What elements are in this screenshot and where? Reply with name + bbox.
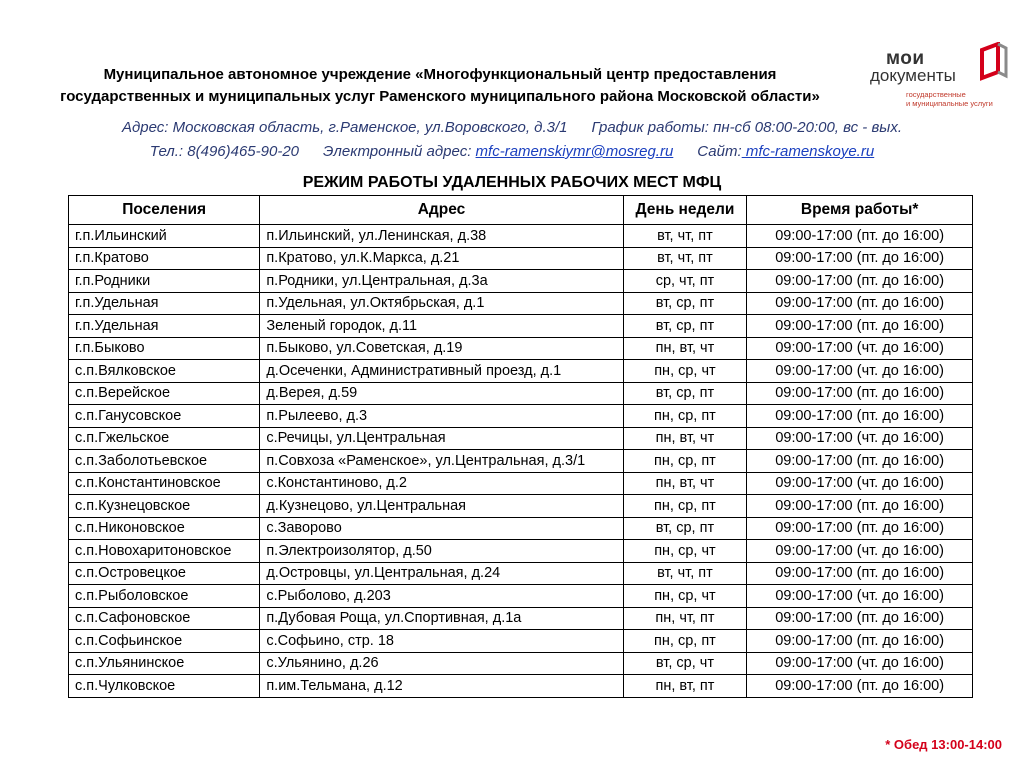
address-cell: д.Кузнецово, ул.Центральная	[260, 495, 623, 518]
weekday-cell: вт, ср, пт	[623, 292, 747, 315]
hours-cell: 09:00-17:00 (пт. до 16:00)	[747, 562, 973, 585]
hours-cell: 09:00-17:00 (пт. до 16:00)	[747, 517, 973, 540]
hours-cell: 09:00-17:00 (чт. до 16:00)	[747, 337, 973, 360]
address-cell: Зеленый городок, д.11	[260, 315, 623, 338]
hours-cell: 09:00-17:00 (пт. до 16:00)	[747, 405, 973, 428]
address-cell: с.Константиново, д.2	[260, 472, 623, 495]
address-cell: п.Рылеево, д.3	[260, 405, 623, 428]
weekday-cell: вт, ср, чт	[623, 652, 747, 675]
settlement-cell: с.п.Вялковское	[69, 360, 260, 383]
address-cell: п.Родники, ул.Центральная, д.3а	[260, 270, 623, 293]
hours-cell: 09:00-17:00 (пт. до 16:00)	[747, 675, 973, 698]
weekday-cell: пн, чт, пт	[623, 607, 747, 630]
settlement-cell: г.п.Удельная	[69, 315, 260, 338]
weekday-cell: пн, ср, пт	[623, 630, 747, 653]
table-row	[69, 675, 973, 698]
table-row	[69, 540, 973, 563]
table-row	[69, 382, 973, 405]
weekday-cell: вт, ср, пт	[623, 517, 747, 540]
logo-emblem-icon	[976, 42, 1010, 82]
settlement-cell: с.п.Ганусовское	[69, 405, 260, 428]
address-cell: п.Совхоза «Раменское», ул.Центральная, д.3/1	[260, 450, 623, 473]
hours-cell: 09:00-17:00 (пт. до 16:00)	[747, 495, 973, 518]
weekday-cell: пн, ср, чт	[623, 540, 747, 563]
hours-cell: 09:00-17:00 (чт. до 16:00)	[747, 540, 973, 563]
table-header-row	[69, 196, 973, 225]
weekday-cell: пн, ср, пт	[623, 450, 747, 473]
address-cell: п.Кратово, ул.К.Маркса, д.21	[260, 247, 623, 270]
settlement-cell: г.п.Быково	[69, 337, 260, 360]
address-cell: д.Верея, д.59	[260, 382, 623, 405]
hours-cell: 09:00-17:00 (пт. до 16:00)	[747, 315, 973, 338]
hours-cell: 09:00-17:00 (пт. до 16:00)	[747, 607, 973, 630]
site-link[interactable]: mfc-ramenskoye.ru	[741, 143, 875, 160]
address-cell: п.Электроизолятор, д.50	[260, 540, 623, 563]
schedule-text: График работы: пн-сб 08:00-20:00, вс - вых.	[591, 119, 903, 136]
weekday-cell: вт, ср, пт	[623, 382, 747, 405]
logo-sub-1: государственные	[906, 90, 966, 99]
hours-cell: 09:00-17:00 (пт. до 16:00)	[747, 270, 973, 293]
hours-cell: 09:00-17:00 (чт. до 16:00)	[747, 472, 973, 495]
table-row	[69, 607, 973, 630]
organization-name	[40, 64, 840, 108]
weekday-cell: пн, ср, пт	[623, 495, 747, 518]
settlement-cell: с.п.Гжельское	[69, 427, 260, 450]
hours-cell: 09:00-17:00 (пт. до 16:00)	[747, 225, 973, 248]
settlement-cell: с.п.Софьинское	[69, 630, 260, 653]
table-row	[69, 337, 973, 360]
contacts-line-1	[0, 119, 1024, 136]
address-cell: с.Рыболово, д.203	[260, 585, 623, 608]
email-link[interactable]: mfc-ramenskiymr@mosreg.ru	[475, 143, 674, 160]
settlement-cell: г.п.Кратово	[69, 247, 260, 270]
settlement-cell: с.п.Островецкое	[69, 562, 260, 585]
address-cell: п.Дубовая Роща, ул.Спортивная, д.1а	[260, 607, 623, 630]
header-address: Адрес	[260, 196, 623, 225]
settlement-cell: г.п.Родники	[69, 270, 260, 293]
table-row	[69, 630, 973, 653]
weekday-cell: пн, вт, чт	[623, 427, 747, 450]
contacts-line-2	[0, 143, 1024, 160]
logo-word-2: документы	[870, 66, 956, 85]
weekday-cell: вт, чт, пт	[623, 225, 747, 248]
settlement-cell: с.п.Константиновское	[69, 472, 260, 495]
address-cell: с.Речицы, ул.Центральная	[260, 427, 623, 450]
schedule-table	[68, 195, 973, 698]
weekday-cell: пн, ср, чт	[623, 360, 747, 383]
hours-cell: 09:00-17:00 (пт. до 16:00)	[747, 292, 973, 315]
logo-sub-2: и муниципальные услуги	[906, 99, 993, 108]
table-row	[69, 315, 973, 338]
settlement-cell: с.п.Новохаритоновское	[69, 540, 260, 563]
hours-cell: 09:00-17:00 (пт. до 16:00)	[747, 630, 973, 653]
org-line-2: государственных и муниципальных услуг Раменского муниципального района Московской области»	[60, 88, 820, 105]
header-work-hours: Время работы*	[747, 196, 973, 225]
moi-dokumenty-logo	[866, 38, 1016, 118]
settlement-cell: г.п.Ильинский	[69, 225, 260, 248]
settlement-cell: с.п.Сафоновское	[69, 607, 260, 630]
phone-text: Тел.: 8(496)465-90-20	[149, 143, 300, 160]
table-row	[69, 495, 973, 518]
address-cell: п.Удельная, ул.Октябрьская, д.1	[260, 292, 623, 315]
table-row	[69, 652, 973, 675]
settlement-cell: с.п.Чулковское	[69, 675, 260, 698]
settlement-cell: с.п.Кузнецовское	[69, 495, 260, 518]
address-cell: п.Быково, ул.Советская, д.19	[260, 337, 623, 360]
settlement-cell: с.п.Ульянинское	[69, 652, 260, 675]
weekday-cell: вт, ср, пт	[623, 315, 747, 338]
lunch-footnote: * Обед 13:00-14:00	[885, 737, 1002, 752]
table-row	[69, 247, 973, 270]
table-row	[69, 360, 973, 383]
table-row	[69, 405, 973, 428]
address-cell: с.Ульянино, д.26	[260, 652, 623, 675]
weekday-cell: ср, чт, пт	[623, 270, 747, 293]
address-cell: п.Ильинский, ул.Ленинская, д.38	[260, 225, 623, 248]
header-settlements: Поселения	[69, 196, 260, 225]
weekday-cell: пн, вт, чт	[623, 337, 747, 360]
table-row	[69, 562, 973, 585]
table-row	[69, 292, 973, 315]
settlement-cell: с.п.Никоновское	[69, 517, 260, 540]
hours-cell: 09:00-17:00 (чт. до 16:00)	[747, 427, 973, 450]
table-row	[69, 450, 973, 473]
address-cell: п.им.Тельмана, д.12	[260, 675, 623, 698]
settlement-cell: с.п.Верейское	[69, 382, 260, 405]
weekday-cell: пн, вт, пт	[623, 675, 747, 698]
table-row	[69, 517, 973, 540]
address-cell: с.Софьино, стр. 18	[260, 630, 623, 653]
settlement-cell: с.п.Рыболовское	[69, 585, 260, 608]
hours-cell: 09:00-17:00 (пт. до 16:00)	[747, 382, 973, 405]
hours-cell: 09:00-17:00 (чт. до 16:00)	[747, 585, 973, 608]
org-line-1: Муниципальное автономное учреждение «Многофункциональный центр предоставления	[103, 66, 777, 83]
logo-subtitle	[906, 90, 993, 108]
table-row	[69, 225, 973, 248]
hours-cell: 09:00-17:00 (пт. до 16:00)	[747, 247, 973, 270]
hours-cell: 09:00-17:00 (чт. до 16:00)	[747, 360, 973, 383]
table-title: РЕЖИМ РАБОТЫ УДАЛЕННЫХ РАБОЧИХ МЕСТ МФЦ	[302, 174, 722, 191]
weekday-cell: пн, вт, чт	[623, 472, 747, 495]
settlement-cell: с.п.Заболотьевское	[69, 450, 260, 473]
hours-cell: 09:00-17:00 (чт. до 16:00)	[747, 652, 973, 675]
hours-cell: 09:00-17:00 (пт. до 16:00)	[747, 450, 973, 473]
header-weekday: День недели	[623, 196, 747, 225]
table-row	[69, 270, 973, 293]
address-cell: д.Островцы, ул.Центральная, д.24	[260, 562, 623, 585]
weekday-cell: пн, ср, пт	[623, 405, 747, 428]
address-cell: д.Осеченки, Административный проезд, д.1	[260, 360, 623, 383]
weekday-cell: вт, чт, пт	[623, 562, 747, 585]
email-label: Электронный адрес:	[323, 143, 472, 160]
table-row	[69, 472, 973, 495]
settlement-cell: г.п.Удельная	[69, 292, 260, 315]
address-cell: с.Заворово	[260, 517, 623, 540]
address-text: Адрес: Московская область, г.Раменское, ул.Воровского, д.3/1	[121, 119, 568, 136]
table-row	[69, 585, 973, 608]
logo-word-1: мои	[886, 48, 925, 69]
weekday-cell: пн, ср, чт	[623, 585, 747, 608]
site-label: Сайт:	[697, 143, 742, 160]
table-row	[69, 427, 973, 450]
weekday-cell: вт, чт, пт	[623, 247, 747, 270]
